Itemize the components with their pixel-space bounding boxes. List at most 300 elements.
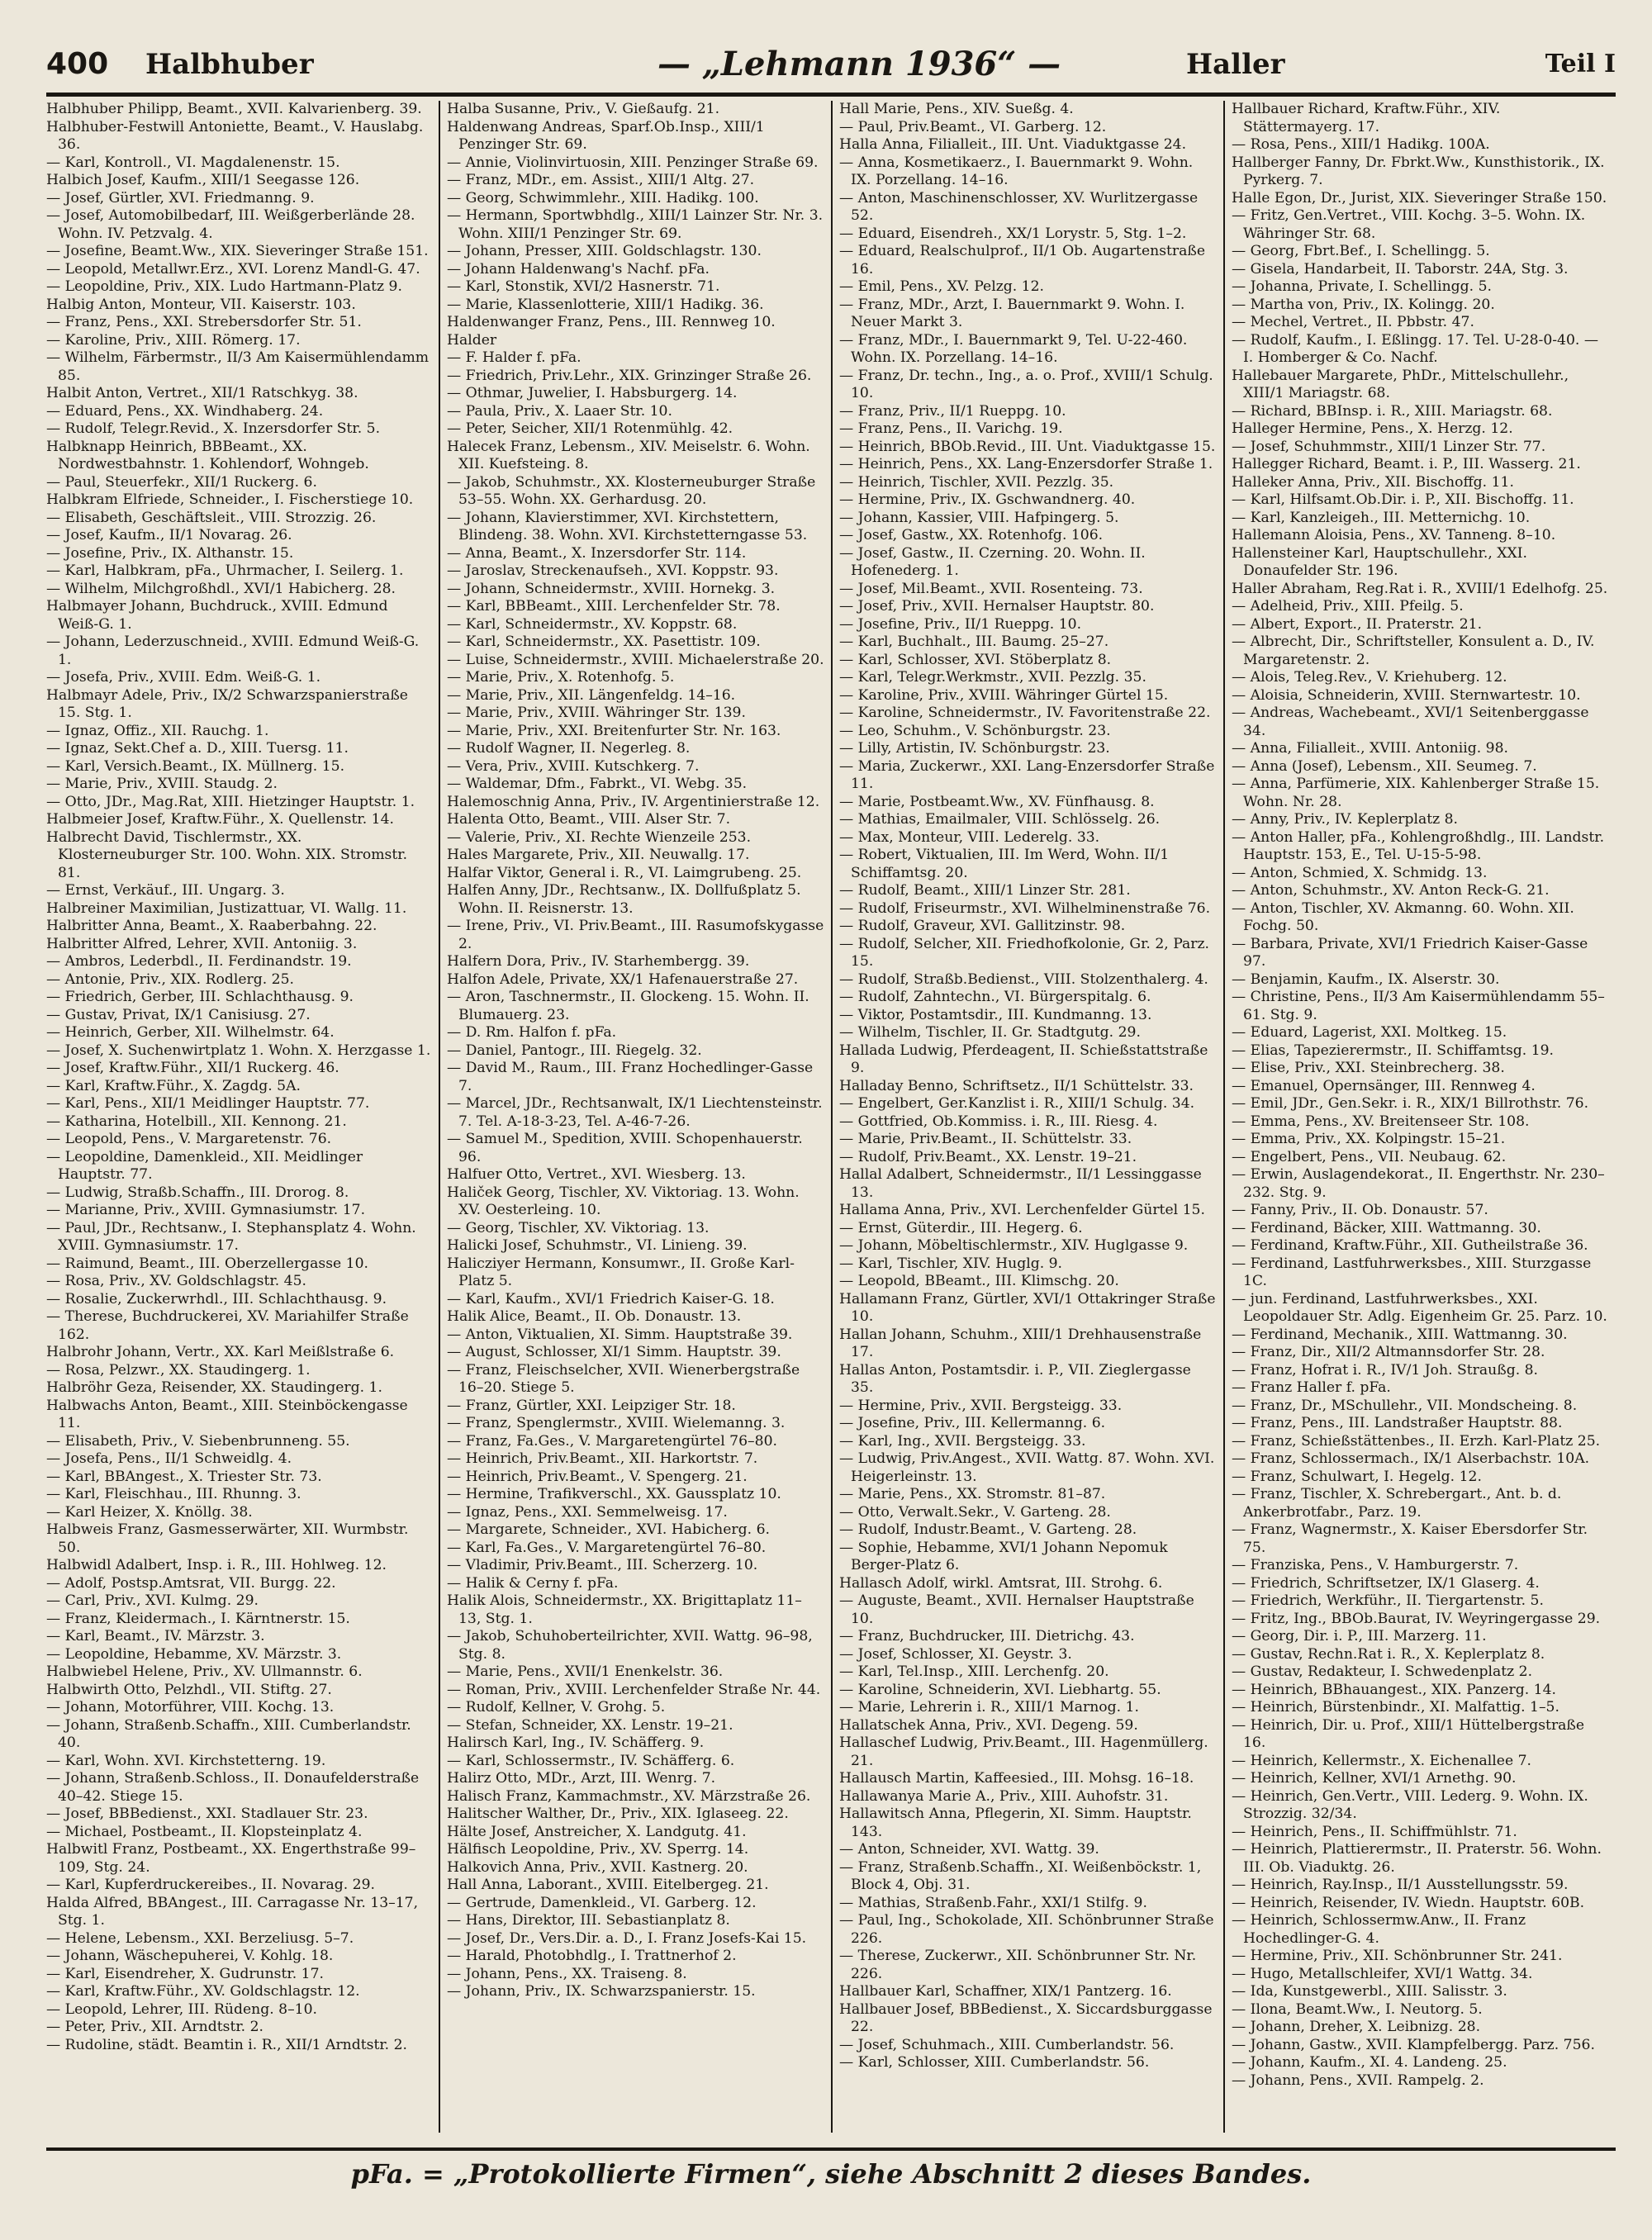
- directory-entry: — Rudolf, Kaufm., I. Eßlingg. 17. Tel. U-28-0-40. — I. Homberger & Co. Nachf.: [1232, 331, 1599, 366]
- directory-entry: — Franz, Spenglermstr., XVIII. Wielemanng. 3.: [447, 1415, 786, 1431]
- directory-entry: — Hermine, Trafikverschl., XX. Gaussplatz 10.: [447, 1486, 781, 1502]
- directory-entry: — Emma, Priv., XX. Kolpingstr. 15–21.: [1232, 1131, 1506, 1147]
- directory-entry: — Heinrich, Kellermstr., X. Eichenallee 7.: [1232, 1752, 1531, 1769]
- directory-entry: — Georg, Dir. i. P., III. Marzerg. 11.: [1232, 1628, 1487, 1644]
- directory-entry: — Marcel, JDr., Rechtsanwalt, IX/1 Liechtensteinstr. 7. Tel. A-18-3-23, Tel. A-46-7-26.: [447, 1095, 823, 1130]
- directory-entry: Haldenwang Andreas, Sparf.Ob.Insp., XIII/1 Penzinger Str. 69.: [447, 118, 765, 153]
- directory-entry: Halik Alois, Schneidermstr., XX. Brigittaplatz 11–13, Stg. 1.: [447, 1592, 802, 1627]
- directory-entry: Halbmayr Adele, Priv., IX/2 Schwarzspanierstraße 15. Stg. 1.: [46, 686, 408, 721]
- directory-entry: — Josefine, Beamt.Ww., XIX. Sieveringer Straße 151.: [46, 243, 429, 259]
- directory-entry: Haliček Georg, Tischler, XV. Viktoriag. 13. Wohn. XV. Oesterleing. 10.: [447, 1184, 800, 1218]
- directory-entry: — Jakob, Schuhoberteilrichter, XVII. Wattg. 96–98, Stg. 8.: [447, 1628, 813, 1663]
- directory-entry: — Friedrich, Schriftsetzer, IX/1 Glaserg. 4.: [1232, 1574, 1540, 1592]
- directory-entry: — Leopold, Metallwr.Erz., XVI. Lorenz Mandl-G. 47.: [46, 260, 420, 278]
- directory-entry: Hallama Anna, Priv., XVI. Lerchenfelder Gürtel 15.: [839, 1202, 1205, 1218]
- directory-entry: Halisch Franz, Kammachmstr., XV. Märzstraße 26.: [447, 1787, 811, 1805]
- directory-entry: Halbkram Elfriede, Schneider., I. Fischerstiege 10.: [46, 491, 414, 508]
- directory-entry: — Heinrich, Tischler, XVII. Pezzlg. 35.: [839, 473, 1114, 491]
- directory-entry: — Hermine, Priv., IX. Gschwandnerg. 40.: [839, 491, 1136, 508]
- directory-entry: — Franz, Wagnermstr., X. Kaiser Ebersdorfer Str. 75.: [1232, 1521, 1588, 1556]
- directory-entry: — Ferdinand, Kraftw.Führ., XII. Gutheilstraße 36.: [1232, 1237, 1588, 1254]
- directory-entry: Halicziyer Hermann, Konsumwr., II. Große Karl-Platz 5.: [447, 1255, 795, 1289]
- directory-entry: — Johann, Gastw., XVII. Klampfelbergg. Parz. 756.: [1232, 2036, 1595, 2053]
- directory-entry: Halbhuber-Festwill Antoniette, Beamt., V. Hauslabg. 36.: [46, 118, 424, 153]
- directory-entry: — Karl, Telegr.Werkmstr., XVII. Pezzlg. 35.: [839, 669, 1146, 686]
- directory-entry: — Albrecht, Dir., Schriftsteller, Konsulent a. D., IV. Margaretenstr. 2.: [1232, 634, 1595, 668]
- directory-entry: — Karl, Kraftw.Führ., XV. Goldschlagstr. 12.: [46, 1983, 360, 2000]
- directory-entry: — Emil, Pens., XV. Pelzg. 12.: [839, 278, 1045, 295]
- directory-entry: — Josef, X. Suchenwirtplatz 1. Wohn. X. Herzgasse 1.: [46, 1042, 431, 1059]
- directory-entry: — Rosa, Pelzwr., XX. Staudingerg. 1.: [46, 1361, 311, 1379]
- directory-entry: — Wilhelm, Tischler, II. Gr. Stadtgutg. 29.: [839, 1024, 1141, 1041]
- directory-entry: — Helene, Lebensm., XXI. Berzeliusg. 5–7.: [46, 1929, 354, 1947]
- directory-entry: — Karl, Ing., XVII. Bergsteigg. 33.: [839, 1432, 1086, 1450]
- directory-entry: — Franz, Straßenb.Schaffn., XI. Weißenböckstr. 1, Block 4, Obj. 31.: [839, 1858, 1202, 1893]
- directory-entry: — Gustav, Redakteur, I. Schwedenplatz 2.: [1232, 1663, 1533, 1680]
- directory-entry: — Anny, Priv., IV. Keplerplatz 8.: [1232, 811, 1459, 828]
- directory-entry: — Johann, Straßenb.Schloss., II. Donaufelderstraße 40–42. Stiege 15.: [46, 1770, 420, 1805]
- directory-entry: — Marie, Pens., XX. Stromstr. 81–87.: [839, 1486, 1106, 1502]
- directory-entry: — Karl, Kraftw.Führ., X. Zagdg. 5A.: [46, 1077, 301, 1094]
- directory-entry: — Karl, Fleischhau., III. Rhunng. 3.: [46, 1486, 301, 1502]
- directory-entry: — Vladimir, Priv.Beamt., III. Scherzerg. 10.: [447, 1557, 758, 1573]
- directory-entry: — Josef, Gastw., II. Czerning. 20. Wohn. II. Hofenederg. 1.: [839, 544, 1146, 579]
- directory-entry: Hallada Ludwig, Pferdeagent, II. Schießstattstraße 9.: [839, 1042, 1208, 1076]
- directory-entry: Hälte Josef, Anstreicher, X. Landgutg. 41.: [447, 1823, 747, 1840]
- directory-entry: — Johann, Wäschepuherei, V. Kohlg. 18.: [46, 1948, 334, 1964]
- directory-entry: — Karoline, Priv., XVIII. Währinger Gürtel 15.: [839, 686, 1169, 704]
- directory-entry: — Waldemar, Dfm., Fabrkt., VI. Webg. 35.: [447, 776, 748, 792]
- directory-entry: — Marie, Priv., XII. Längenfeldg. 14–16.: [447, 686, 736, 704]
- directory-entry: — Elisabeth, Geschäftsleit., VIII. Strozzig. 26.: [46, 509, 377, 526]
- directory-entry: — Franz, MDr., I. Bauernmarkt 9, Tel. U-22-460. Wohn. IX. Porzellang. 14–16.: [839, 331, 1188, 366]
- directory-entry: — Karl, Halbkram, pFa., Uhrmacher, I. Seilerg. 1.: [46, 562, 404, 579]
- directory-entry: — Anton, Schneider, XVI. Wattg. 39.: [839, 1841, 1099, 1858]
- directory-entry: — Marie, Postbeamt.Ww., XV. Fünfhausg. 8.: [839, 793, 1155, 810]
- directory-entry: — Valerie, Priv., XI. Rechte Wienzeile 253.: [447, 828, 752, 846]
- column-4: [1223, 101, 1616, 2133]
- directory-entry: — Gustav, Privat, IX/1 Canisiusg. 27.: [46, 1006, 311, 1023]
- directory-entry: — Karl, Schlossermstr., IV. Schäfferg. 6.: [447, 1752, 735, 1769]
- directory-entry: — Otto, JDr., Mag.Rat, XIII. Hietzinger Hauptstr. 1.: [46, 793, 415, 810]
- directory-entry: — Fritz, Gen.Vertret., VIII. Kochg. 3–5. Wohn. IX. Währinger Str. 68.: [1232, 207, 1586, 242]
- directory-entry: Halkovich Anna, Priv., XVII. Kastnerg. 20.: [447, 1858, 748, 1876]
- directory-entry: — Ludwig, Priv.Angest., XVII. Wattg. 87. Wohn. XVI. Heigerleinstr. 13.: [839, 1450, 1215, 1485]
- directory-columns: [46, 101, 1616, 2133]
- directory-entry: — Karoline, Priv., XIII. Römerg. 17.: [46, 331, 301, 349]
- directory-entry: Halirz Otto, MDr., Arzt, III. Wenrg. 7.: [447, 1770, 716, 1787]
- directory-entry: — Peter, Priv., XII. Arndtstr. 2.: [46, 2019, 264, 2035]
- directory-entry: — Ernst, Güterdir., III. Hegerg. 6.: [839, 1219, 1083, 1236]
- directory-entry: — Franz, Dr., MSchullehr., VII. Mondscheing. 8.: [1232, 1397, 1578, 1414]
- directory-entry: — Johanna, Private, I. Schellingg. 5.: [1232, 278, 1493, 295]
- directory-entry: — Emil, JDr., Gen.Sekr. i. R., XIX/1 Billrothstr. 76.: [1232, 1095, 1589, 1112]
- directory-entry: — Leopoldine, Hebamme, XV. Märzstr. 3.: [46, 1645, 342, 1663]
- directory-entry: Haldenwanger Franz, Pens., III. Rennweg 10.: [447, 314, 776, 330]
- directory-entry: — Karl, Wohn. XVI. Kirchstetterng. 19.: [46, 1752, 326, 1769]
- directory-entry: — Rudolf, Industr.Beamt., V. Garteng. 28.: [839, 1521, 1137, 1538]
- directory-entry: — Elias, Tapezierermstr., II. Schiffamtsg. 19.: [1232, 1042, 1555, 1059]
- directory-entry: — Johann, Pens., XVII. Rampelg. 2.: [1232, 2072, 1484, 2089]
- directory-entry: — Franz, Dir., XII/2 Altmannsdorfer Str. 28.: [1232, 1344, 1545, 1360]
- directory-entry: — Paul, JDr., Rechtsanw., I. Stephansplatz 4. Wohn. XVIII. Gymnasiumstr. 17.: [46, 1219, 416, 1254]
- directory-entry: — Heinrich, Pens., XX. Lang-Enzersdorfer Straße 1.: [839, 456, 1213, 472]
- directory-entry: — Karoline, Schneidermstr., IV. Favoritenstraße 22.: [839, 705, 1211, 721]
- directory-entry: — Josefine, Priv., III. Kellermanng. 6.: [839, 1415, 1106, 1431]
- directory-entry: — Johann, Möbeltischlermstr., XIV. Huglgasse 9.: [839, 1237, 1189, 1254]
- directory-entry: Halbwachs Anton, Beamt., XIII. Steinböckengasse 11.: [46, 1397, 408, 1431]
- directory-entry: — Anton, Maschinenschlosser, XV. Wurlitzergasse 52.: [839, 189, 1199, 224]
- directory-entry: — Rosa, Pens., XIII/1 Hadikg. 100A.: [1232, 136, 1490, 153]
- directory-entry: Halbritter Anna, Beamt., X. Raaberbahng. 22.: [46, 918, 377, 934]
- directory-entry: — Johann, Priv., IX. Schwarzspanierstr. 15.: [447, 1983, 756, 2000]
- directory-entry: — Josef, Dr., Vers.Dir. a. D., I. Franz Josefs-Kai 15.: [447, 1929, 807, 1947]
- directory-entry: — Karl, Tischler, XIV. Huglg. 9.: [839, 1255, 1063, 1272]
- directory-entry: — Josef, Kraftw.Führ., XII/1 Ruckerg. 46.: [46, 1060, 339, 1076]
- directory-entry: — Rudolf, Beamt., XIII/1 Linzer Str. 281.: [839, 882, 1131, 899]
- directory-entry: — Sophie, Hebamme, XVI/1 Johann Nepomuk Berger-Platz 6.: [839, 1539, 1168, 1573]
- directory-entry: Hallaschef Ludwig, Priv.Beamt., III. Hagenmüllerg. 21.: [839, 1735, 1208, 1769]
- directory-entry: — Gottfried, Ob.Kommiss. i. R., III. Riesg. 4.: [839, 1113, 1158, 1130]
- directory-entry: Halbweis Franz, Gasmesserwärter, XII. Wurmbstr. 50.: [46, 1521, 409, 1556]
- directory-entry: — Johann, Kassier, VIII. Hafpingerg. 5.: [839, 509, 1119, 526]
- directory-entry: — Josef, Schlosser, XI. Geystr. 3.: [839, 1645, 1072, 1663]
- directory-entry: — Georg, Tischler, XV. Viktoriag. 13.: [447, 1219, 710, 1236]
- directory-entry: Halbwiebel Helene, Priv., XV. Ullmannstr. 6.: [46, 1663, 363, 1680]
- directory-entry: — Josef, Mil.Beamt., XVII. Rosenteing. 73.: [839, 580, 1143, 597]
- directory-entry: — Johann Haldenwang's Nachf. pFa.: [447, 260, 710, 278]
- directory-entry: — Ignaz, Sekt.Chef a. D., XIII. Tuersg. 11.: [46, 740, 349, 757]
- directory-entry: — Johann, Presser, XIII. Goldschlagstr. 130.: [447, 243, 762, 259]
- directory-entry: — Rudolf, Telegr.Revid., X. Inzersdorfer Str. 5.: [46, 420, 381, 437]
- directory-entry: — Johann, Klavierstimmer, XVI. Kirchstettern, Blindeng. 38. Wohn. XVI. Kirchstetterngasse 53.: [447, 509, 808, 543]
- directory-entry: — Hermann, Sportwbhdlg., XIII/1 Lainzer Str. Nr. 3. Wohn. XIII/1 Penzinger Str. 69.: [447, 207, 824, 242]
- directory-entry: Halfen Anny, JDr., Rechtsanw., IX. Dollfußplatz 5. Wohn. II. Reisnerstr. 13.: [447, 882, 801, 917]
- directory-entry: — Daniel, Pantogr., III. Riegelg. 32.: [447, 1042, 702, 1059]
- directory-entry: — Rudolf Wagner, II. Negerleg. 8.: [447, 740, 691, 757]
- directory-entry: Hall Anna, Laborant., XVIII. Eitelbergeg. 21.: [447, 1877, 769, 1893]
- directory-entry: — Karoline, Schneiderin, XVI. Liebhartg. 55.: [839, 1681, 1161, 1698]
- directory-entry: — Josefa, Priv., XVIII. Edm. Weiß-G. 1.: [46, 669, 321, 686]
- directory-entry: Halicki Josef, Schuhmstr., VI. Linieng. 39.: [447, 1237, 748, 1254]
- directory-entry: — Viktor, Postamtsdir., III. Kundmanng. 13.: [839, 1006, 1152, 1023]
- directory-entry: Halbmeier Josef, Kraftw.Führ., X. Quellenstr. 14.: [46, 811, 394, 828]
- directory-entry: — Ferdinand, Lastfuhrwerksbes., XIII. Sturzgasse 1C.: [1232, 1255, 1592, 1289]
- directory-entry: Halenta Otto, Beamt., VIII. Alser Str. 7.: [447, 811, 731, 828]
- directory-entry: — Friedrich, Gerber, III. Schlachthausg. 9.: [46, 989, 354, 1005]
- directory-entry: — Josefine, Priv., IX. Althanstr. 15.: [46, 544, 294, 562]
- directory-entry: — Elise, Priv., XXI. Steinbrecherg. 38.: [1232, 1060, 1505, 1076]
- directory-entry: — Karl, Kanzleigeh., III. Metternichg. 10.: [1232, 509, 1531, 526]
- directory-entry: — Hugo, Metallschleifer, XVI/1 Wattg. 34.: [1232, 1965, 1533, 1982]
- directory-entry: — Josef, BBBedienst., XXI. Stadlauer Str. 23.: [46, 1806, 368, 1822]
- directory-entry: — Josef, Gürtler, XVI. Friedmanng. 9.: [46, 189, 315, 206]
- directory-entry: — Paula, Priv., X. Laaer Str. 10.: [447, 402, 672, 420]
- directory-entry: — Georg, Fbrt.Bef., I. Schellingg. 5.: [1232, 243, 1490, 259]
- directory-entry: — Heinrich, Priv.Beamt., XII. Harkortstr. 7.: [447, 1450, 758, 1467]
- directory-entry: — Hermine, Priv., XVII. Bergsteigg. 33.: [839, 1397, 1123, 1414]
- directory-entry: — Lilly, Artistin, IV. Schönburgstr. 23.: [839, 740, 1110, 757]
- directory-entry: Halbröhr Geza, Reisender, XX. Staudingerg. 1.: [46, 1379, 382, 1396]
- directory-entry: — Karl, Beamt., IV. Märzstr. 3.: [46, 1628, 265, 1644]
- directory-entry: — Karl, Kontroll., VI. Magdalenenstr. 15.: [46, 154, 340, 171]
- directory-entry: — Franz, Pens., III. Landstraßer Hauptstr. 88.: [1232, 1415, 1563, 1431]
- directory-entry: — Michael, Postbeamt., II. Klopsteinplatz 4.: [46, 1823, 363, 1840]
- directory-entry: Hallensteiner Karl, Hauptschullehr., XXI. Donaufelder Str. 196.: [1232, 544, 1527, 579]
- directory-entry: — Gisela, Handarbeit, II. Taborstr. 24A, Stg. 3.: [1232, 260, 1569, 278]
- directory-entry: — Eduard, Pens., XX. Windhaberg. 24.: [46, 402, 324, 420]
- directory-entry: — Friedrich, Werkführ., II. Tiergartenstr. 5.: [1232, 1592, 1544, 1609]
- directory-entry: Halder: [447, 331, 497, 349]
- directory-entry: — Rosa, Priv., XV. Goldschlagstr. 45.: [46, 1273, 306, 1289]
- column-2: [439, 101, 831, 2133]
- directory-entry: — Marie, Priv.Beamt., II. Schüttelstr. 33.: [839, 1131, 1132, 1147]
- directory-entry: Halecek Franz, Lebensm., XIV. Meiselstr. 6. Wohn. XII. Kuefsteing. 8.: [447, 438, 810, 472]
- directory-entry: — Marie, Priv., XVIII. Währinger Str. 139.: [447, 705, 746, 721]
- directory-entry: — Johann, Schneidermstr., XVIII. Hornekg. 3.: [447, 580, 776, 597]
- directory-entry: Halla Anna, Filialleit., III. Unt. Viaduktgasse 24.: [839, 136, 1187, 153]
- directory-entry: — Karl, Versich.Beamt., IX. Müllnerg. 15.: [46, 757, 345, 775]
- directory-entry: — Leopold, Lehrer, III. Rüdeng. 8–10.: [46, 2000, 317, 2018]
- directory-entry: — Hermine, Priv., XII. Schönbrunner Str. 241.: [1232, 1948, 1563, 1964]
- directory-entry: — Eduard, Lagerist, XXI. Moltkeg. 15.: [1232, 1024, 1507, 1041]
- directory-entry: — Josefa, Pens., II/1 Schweidlg. 4.: [46, 1450, 292, 1467]
- directory-entry: — Leopoldine, Priv., XIX. Ludo Hartmann-Platz 9.: [46, 278, 402, 295]
- directory-entry: — Anna, Beamt., X. Inzersdorfer Str. 114.: [447, 544, 747, 562]
- directory-entry: — Heinrich, Priv.Beamt., V. Spengerg. 21.: [447, 1468, 748, 1485]
- directory-entry: Halbhuber Philipp, Beamt., XVII. Kalvarienberg. 39.: [46, 101, 422, 117]
- directory-entry: Halbritter Alfred, Lehrer, XVII. Antoniig. 3.: [46, 935, 358, 952]
- directory-entry: Halbrecht David, Tischlermstr., XX. Klosterneuburger Str. 100. Wohn. XIX. Stromstr. 81.: [46, 828, 408, 881]
- running-head-first-name: Halbhuber: [145, 48, 314, 81]
- directory-entry: — Karl, Kaufm., XVI/1 Friedrich Kaiser-G. 18.: [447, 1290, 775, 1307]
- directory-entry: — Benjamin, Kaufm., IX. Alserstr. 30.: [1232, 971, 1500, 988]
- directory-entry: Hallal Adalbert, Schneidermstr., II/1 Lessinggasse 13.: [839, 1166, 1202, 1201]
- directory-entry: — Franz, Priv., II/1 Rueppg. 10.: [839, 402, 1066, 420]
- directory-entry: Halleker Anna, Priv., XII. Bischoffg. 11.: [1232, 473, 1514, 491]
- directory-entry: — Leopold, Pens., V. Margaretenstr. 76.: [46, 1131, 332, 1147]
- directory-entry: — Max, Monteur, VIII. Lederelg. 33.: [839, 828, 1100, 846]
- directory-entry: — Andreas, Wachebeamt., XVI/1 Seitenberggasse 34.: [1232, 705, 1589, 739]
- directory-entry: — Irene, Priv., VI. Priv.Beamt., III. Rasumofskygasse 2.: [447, 918, 824, 952]
- directory-entry: — Marie, Pens., XVII/1 Enenkelstr. 36.: [447, 1663, 724, 1680]
- directory-entry: Haller Abraham, Reg.Rat i. R., XVIII/1 Edelhofg. 25.: [1232, 580, 1608, 597]
- directory-entry: — Adelheid, Priv., XIII. Pfeilg. 5.: [1232, 598, 1464, 615]
- directory-entry: — Raimund, Beamt., III. Oberzellergasse 10.: [46, 1255, 368, 1272]
- directory-entry: — Anna, Kosmetikaerz., I. Bauernmarkt 9. Wohn. IX. Porzellang. 14–16.: [839, 154, 1194, 188]
- directory-entry: — Franz, Pens., XXI. Strebersdorfer Str. 51.: [46, 314, 362, 330]
- running-head-last-name: Haller: [1186, 48, 1285, 81]
- directory-entry: — Ernst, Verkäuf., III. Ungarg. 3.: [46, 882, 285, 899]
- directory-entry: Hallamann Franz, Gürtler, XVI/1 Ottakringer Straße 10.: [839, 1290, 1216, 1325]
- directory-entry: — Franz, Buchdrucker, III. Dietrichg. 43.: [839, 1628, 1135, 1644]
- directory-entry: Hallbauer Richard, Kraftw.Führ., XIV. Stättermayerg. 17.: [1232, 101, 1501, 135]
- directory-entry: — Paul, Ing., Schokolade, XII. Schönbrunner Straße 226.: [839, 1912, 1214, 1947]
- directory-entry: — Rudoline, städt. Beamtin i. R., XII/1 Arndtstr. 2.: [46, 2036, 408, 2053]
- directory-entry: — Franz, MDr., Arzt, I. Bauernmarkt 9. Wohn. I. Neuer Markt 3.: [839, 296, 1185, 330]
- directory-entry: — Leopoldine, Damenkleid., XII. Meidlinger Hauptstr. 77.: [46, 1148, 363, 1183]
- directory-entry: — Antonie, Priv., XIX. Rodlerg. 25.: [46, 971, 295, 988]
- directory-entry: — Karl, Buchhalt., III. Baumg. 25–27.: [839, 634, 1109, 650]
- directory-entry: — Rudolf, Kellner, V. Grohg. 5.: [447, 1699, 666, 1716]
- directory-entry: — Margarete, Schneider., XVI. Habicherg. 6.: [447, 1521, 770, 1538]
- directory-entry: Halitscher Walther, Dr., Priv., XIX. Iglaseeg. 22.: [447, 1806, 789, 1822]
- directory-entry: — Ludwig, Straßb.Schaffn., III. Drorog. 8.: [46, 1184, 349, 1201]
- directory-entry: Hallawanya Marie A., Priv., XIII. Auhofstr. 31.: [839, 1787, 1169, 1805]
- directory-entry: — Marianne, Priv., XVIII. Gymnasiumstr. 17.: [46, 1202, 366, 1218]
- directory-entry: — F. Halder f. pFa.: [447, 349, 582, 366]
- directory-entry: Halfuer Otto, Vertret., XVI. Wiesberg. 13.: [447, 1166, 746, 1183]
- directory-entry: Halba Susanne, Priv., V. Gießaufg. 21.: [447, 101, 720, 117]
- directory-entry: — Karl, Kupferdruckereibes., II. Novarag. 29.: [46, 1877, 376, 1893]
- directory-entry: — Marie, Priv., XXI. Breitenfurter Str. Nr. 163.: [447, 722, 781, 739]
- directory-entry: — Josefine, Priv., II/1 Rueppg. 10.: [839, 615, 1082, 633]
- directory-entry: — Fanny, Priv., II. Ob. Donaustr. 57.: [1232, 1202, 1488, 1218]
- directory-entry: — Richard, BBInsp. i. R., XIII. Mariagstr. 68.: [1232, 402, 1553, 420]
- directory-entry: — Georg, Schwimmlehr., XIII. Hadikg. 100.: [447, 189, 759, 206]
- directory-entry: — Christine, Pens., II/3 Am Kaisermühlendamm 55–61. Stg. 9.: [1232, 989, 1605, 1023]
- column-1: [46, 101, 439, 2133]
- directory-entry: Halbig Anton, Monteur, VII. Kaiserstr. 103.: [46, 296, 356, 313]
- directory-entry: Hallatschek Anna, Priv., XVI. Degeng. 59.: [839, 1716, 1138, 1734]
- directory-entry: — Aron, Taschnermstr., II. Glockeng. 15. Wohn. II. Blumauerg. 23.: [447, 989, 809, 1023]
- directory-entry: — Annie, Violinvirtuosin, XIII. Penzinger Straße 69.: [447, 154, 819, 171]
- directory-entry: — Therese, Buchdruckerei, XV. Mariahilfer Straße 162.: [46, 1308, 409, 1343]
- directory-entry: — Stefan, Schneider, XX. Lenstr. 19–21.: [447, 1716, 733, 1734]
- directory-entry: — Friedrich, Priv.Lehr., XIX. Grinzinger Straße 26.: [447, 367, 812, 384]
- directory-entry: Hales Margarete, Priv., XII. Neuwallg. 17.: [447, 847, 750, 863]
- directory-entry: — Engelbert, Ger.Kanzlist i. R., XIII/1 Schulg. 34.: [839, 1095, 1195, 1112]
- directory-entry: Hallberger Fanny, Dr. Fbrkt.Ww., Kunsthistorik., IX. Pyrkerg. 7.: [1232, 154, 1605, 188]
- directory-entry: — Erwin, Auslagendekorat., II. Engerthstr. Nr. 230–232. Stg. 9.: [1232, 1166, 1605, 1201]
- directory-entry: — Fritz, Ing., BBOb.Baurat, IV. Weyringergasse 29.: [1232, 1610, 1601, 1627]
- directory-entry: — Franz, Dr. techn., Ing., a. o. Prof., XVIII/1 Schulg. 10.: [839, 367, 1213, 401]
- directory-entry: — Ambros, Lederbdl., II. Ferdinandstr. 19.: [46, 953, 352, 970]
- directory-entry: Halik Alice, Beamt., II. Ob. Donaustr. 13.: [447, 1308, 742, 1325]
- directory-entry: Halbich Josef, Kaufm., XIII/1 Seegasse 126.: [46, 172, 360, 188]
- directory-entry: — Katharina, Hotelbill., XII. Kennong. 21.: [46, 1113, 347, 1130]
- page-footer-note: pFa. = „Protokollierte Firmen“, siehe Abschnitt 2 dieses Bandes.: [46, 2147, 1616, 2200]
- directory-entry: — Paul, Priv.Beamt., VI. Garberg. 12.: [839, 118, 1107, 135]
- directory-entry: — Heinrich, BBOb.Revid., III. Unt. Viaduktgasse 15.: [839, 438, 1216, 455]
- directory-entry: — Rudolf, Selcher, XII. Friedhofkolonie, Gr. 2, Parz. 15.: [839, 935, 1209, 970]
- directory-entry: Hallegger Richard, Beamt. i. P., III. Wasserg. 21.: [1232, 456, 1581, 472]
- directory-entry: — Luise, Schneidermstr., XVIII. Michaelerstraße 20.: [447, 651, 824, 668]
- directory-entry: — Jaroslav, Streckenaufseh., XVI. Koppstr. 93.: [447, 562, 779, 579]
- directory-entry: Halladay Benno, Schriftsetz., II/1 Schüttelstr. 33.: [839, 1077, 1194, 1094]
- directory-entry: — Ignaz, Offiz., XII. Rauchg. 1.: [46, 722, 269, 739]
- directory-entry: — Barbara, Private, XVI/1 Friedrich Kaiser-Gasse 97.: [1232, 935, 1588, 970]
- directory-entry: — Aloisia, Schneiderin, XVIII. Sternwartestr. 10.: [1232, 686, 1581, 704]
- directory-entry: — Emanuel, Opernsänger, III. Rennweg 4.: [1232, 1077, 1536, 1094]
- directory-entry: — Eduard, Eisendreh., XX/1 Lorystr. 5, Stg. 1–2.: [839, 225, 1187, 242]
- directory-entry: — Adolf, Postsp.Amtsrat, VII. Burgg. 22.: [46, 1574, 336, 1592]
- directory-entry: — Franz, Hofrat i. R., IV/1 Joh. Straußg. 8.: [1232, 1361, 1539, 1379]
- directory-entry: — jun. Ferdinand, Lastfuhrwerksbes., XXI. Leopoldauer Str. Adlg. Eigenheim Gr. 25. Parz. 10.: [1232, 1290, 1607, 1325]
- directory-entry: — Mathias, Straßenb.Fahr., XXI/1 Stilfg. 9.: [839, 1894, 1147, 1911]
- directory-entry: — Ignaz, Pens., XXI. Semmelweisg. 17.: [447, 1503, 728, 1521]
- directory-entry: — Johann, Motorführer, VIII. Kochg. 13.: [46, 1699, 335, 1716]
- directory-entry: — Karl, Tel.Insp., XIII. Lerchenfg. 20.: [839, 1663, 1109, 1680]
- directory-entry: — Marie, Lehrerin i. R., XIII/1 Marnog. 1.: [839, 1699, 1139, 1716]
- directory-entry: Halbwitl Franz, Postbeamt., XX. Engerthstraße 99–109, Stg. 24.: [46, 1841, 416, 1876]
- directory-entry: — Rudolf, Straßb.Bedienst., VIII. Stolzenthalerg. 4.: [839, 971, 1208, 988]
- directory-entry: — Heinrich, Schlossermw.Anw., II. Franz Hochedlinger-G. 4.: [1232, 1912, 1526, 1947]
- volume-part: Teil I: [1545, 50, 1616, 78]
- directory-entry: — Elisabeth, Priv., V. Siebenbrunneng. 55.: [46, 1432, 350, 1450]
- directory-entry: — Marie, Priv., X. Rotenhofg. 5.: [447, 669, 675, 686]
- directory-entry: — Gustav, Rechn.Rat i. R., X. Keplerplatz 8.: [1232, 1645, 1545, 1663]
- directory-entry: — Albert, Export., II. Praterstr. 21.: [1232, 615, 1483, 633]
- directory-entry: — Marie, Priv., XVIII. Staudg. 2.: [46, 776, 278, 792]
- directory-entry: — Martha von, Priv., IX. Kolingg. 20.: [1232, 296, 1495, 313]
- directory-entry: — Heinrich, Pens., II. Schiffmühlstr. 71.: [1232, 1823, 1517, 1840]
- directory-entry: — Emma, Pens., XV. Breitenseer Str. 108.: [1232, 1113, 1530, 1130]
- directory-entry: Halbrohr Johann, Vertr., XX. Karl Meißlstraße 6.: [46, 1344, 395, 1360]
- directory-entry: Halbknapp Heinrich, BBBeamt., XX. Nordwestbahnstr. 1. Kohlendorf, Wohngeb.: [46, 438, 369, 472]
- directory-entry: Hallemann Aloisia, Pens., XV. Tanneng. 8–10.: [1232, 527, 1556, 543]
- directory-entry: — Karl, BBAngest., X. Triester Str. 73.: [46, 1468, 322, 1485]
- directory-entry: — Wilhelm, Milchgroßhdl., XVI/1 Habicherg. 28.: [46, 580, 396, 597]
- directory-entry: — Peter, Seicher, XII/1 Rotenmühlg. 42.: [447, 420, 733, 437]
- directory-entry: Hall Marie, Pens., XIV. Sueßg. 4.: [839, 101, 1074, 117]
- directory-entry: — Franz, Fa.Ges., V. Margaretengürtel 76–80.: [447, 1432, 777, 1450]
- directory-entry: — Heinrich, Gen.Vertr., VIII. Lederg. 9. Wohn. IX. Strozzig. 32/34.: [1232, 1787, 1588, 1822]
- directory-entry: — August, Schlosser, XI/1 Simm. Hauptstr. 39.: [447, 1344, 781, 1360]
- directory-entry: — Heinrich, Plattierermstr., II. Praterstr. 56. Wohn. III. Ob. Viaduktg. 26.: [1232, 1841, 1602, 1876]
- directory-entry: — Mechel, Vertret., II. Pbbstr. 47.: [1232, 314, 1474, 330]
- directory-entry: Halfon Adele, Private, XX/1 Hafenauerstraße 27.: [447, 971, 799, 988]
- directory-entry: — Johann, Straßenb.Schaffn., XIII. Cumberlandstr. 40.: [46, 1716, 411, 1751]
- directory-entry: — Anton, Viktualien, XI. Simm. Hauptstraße 39.: [447, 1326, 793, 1343]
- page-number: 400: [46, 47, 109, 81]
- directory-entry: — Carl, Priv., XVI. Kulmg. 29.: [46, 1592, 259, 1609]
- directory-entry: — Rudolf, Graveur, XVI. Gallitzinstr. 98.: [839, 918, 1126, 934]
- directory-entry: — Johann, Pens., XX. Traiseng. 8.: [447, 1965, 687, 1982]
- directory-entry: Halfar Viktor, General i. R., VI. Laimgrubeng. 25.: [447, 864, 802, 881]
- directory-entry: — Josef, Schuhmach., XIII. Cumberlandstr. 56.: [839, 2036, 1175, 2053]
- directory-entry: Halbreiner Maximilian, Justizattuar, VI. Wallg. 11.: [46, 899, 407, 917]
- publication-title: — „Lehmann 1936“ —: [657, 45, 1061, 83]
- directory-entry: — Karl, Pens., XII/1 Meidlinger Hauptstr. 77.: [46, 1095, 370, 1112]
- directory-entry: — Ferdinand, Bäcker, XIII. Wattmanng. 30.: [1232, 1219, 1541, 1236]
- directory-entry: — Franz, Gürtler, XXI. Leipziger Str. 18.: [447, 1397, 736, 1414]
- directory-entry: — Paul, Steuerfekr., XII/1 Ruckerg. 6.: [46, 473, 317, 491]
- directory-entry: — Karl, Schlosser, XVI. Stöberplatz 8.: [839, 651, 1112, 668]
- directory-entry: — Johann, Lederzuschneid., XVIII. Edmund Weiß-G. 1.: [46, 634, 420, 668]
- directory-entry: — Anton, Tischler, XV. Akmanng. 60. Wohn. XII. Fochg. 50.: [1232, 899, 1574, 934]
- directory-entry: — Wilhelm, Färbermstr., II/3 Am Kaisermühlendamm 85.: [46, 349, 430, 384]
- directory-entry: — Anna, Filialleit., XVIII. Antoniig. 98.: [1232, 740, 1509, 757]
- directory-entry: — Engelbert, Pens., VII. Neubaug. 62.: [1232, 1148, 1507, 1165]
- directory-entry: Halirsch Karl, Ing., IV. Schäfferg. 9.: [447, 1735, 705, 1751]
- directory-entry: — Anna, Parfümerie, XIX. Kahlenberger Straße 15. Wohn. Nr. 28.: [1232, 776, 1600, 810]
- directory-entry: — Heinrich, BBhauangest., XIX. Panzerg. 14.: [1232, 1681, 1556, 1698]
- directory-entry: — Samuel M., Spedition, XVIII. Schopenhauerstr. 96.: [447, 1131, 803, 1165]
- directory-entry: Hallbauer Karl, Schaffner, XIX/1 Pantzerg. 16.: [839, 1983, 1172, 2000]
- directory-entry: Halfern Dora, Priv., IV. Starhembergg. 39.: [447, 953, 750, 970]
- directory-entry: Halda Alfred, BBAngest., III. Carragasse Nr. 13–17, Stg. 1.: [46, 1894, 419, 1929]
- directory-entry: — Rudolf, Priv.Beamt., XX. Lenstr. 19–21.: [839, 1148, 1137, 1165]
- directory-entry: — Rosalie, Zuckerwrhdl., III. Schlachthausg. 9.: [46, 1290, 387, 1307]
- directory-entry: — Eduard, Realschulprof., II/1 Ob. Augartenstraße 16.: [839, 243, 1206, 278]
- directory-entry: — Karl, Eisendreher, X. Gudrunstr. 17.: [46, 1965, 325, 1982]
- directory-entry: — Heinrich, Gerber, XII. Wilhelmstr. 64.: [46, 1024, 335, 1041]
- directory-entry: — Heinrich, Reisender, IV. Wiedn. Hauptstr. 60B.: [1232, 1894, 1585, 1911]
- directory-entry: — Roman, Priv., XVIII. Lerchenfelder Straße Nr. 44.: [447, 1681, 821, 1698]
- directory-entry: — Karl, Stonstik, XVI/2 Hasnerstr. 71.: [447, 278, 720, 295]
- directory-entry: — Robert, Viktualien, III. Im Werd, Wohn. II/1 Schiffamtsg. 20.: [839, 847, 1170, 881]
